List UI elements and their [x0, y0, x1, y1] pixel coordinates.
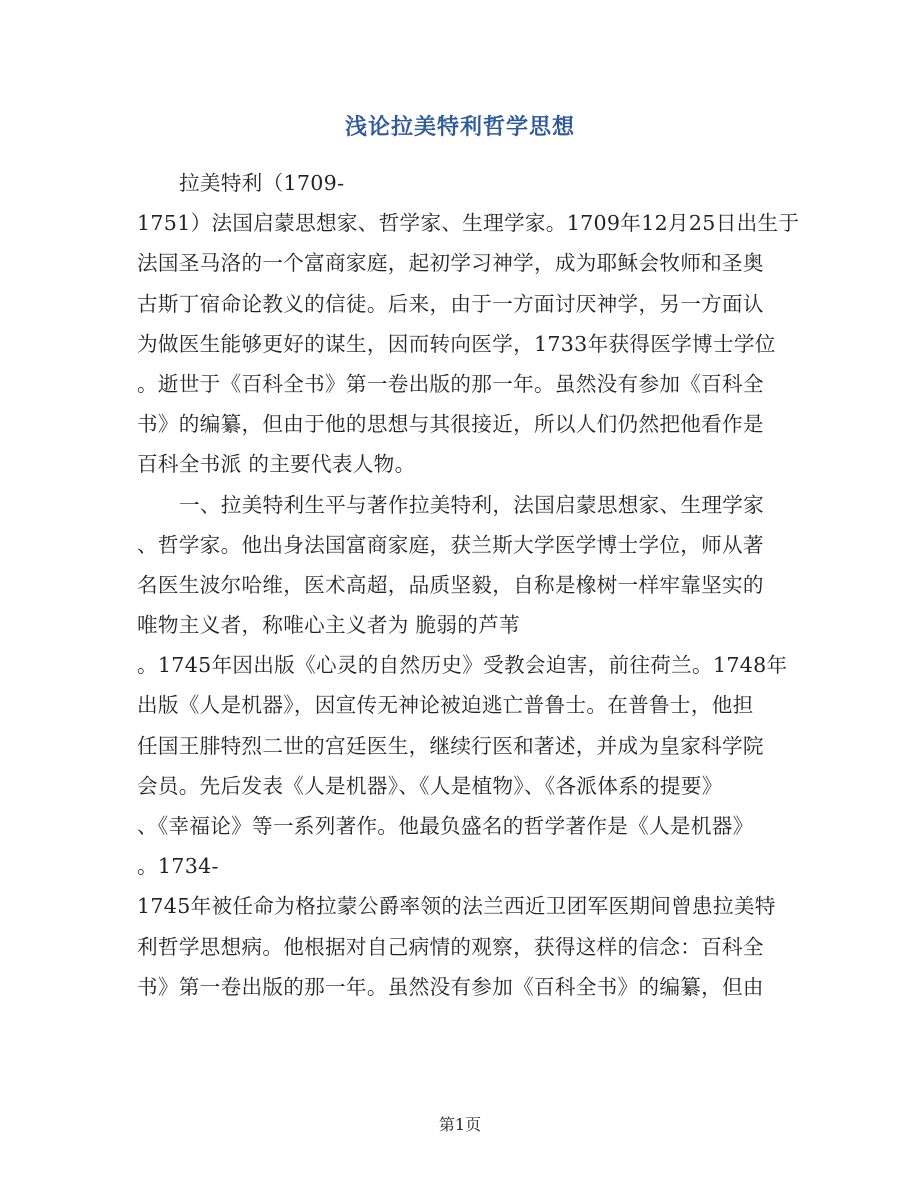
text-line: 。1734- [137, 854, 219, 879]
text-line: 任国王腓特烈二世的宫廷医生，继续行医和著述，并成为皇家科学院 [137, 733, 764, 758]
text-line: 、《幸福论》等一系列著作。他最负盛名的哲学著作是《人是机器》 [137, 814, 754, 838]
text-line: 百科全书派 的主要代表人物。 [137, 452, 416, 477]
text-line: 书》的编纂，但由于他的思想与其很接近，所以人们仍然把他看作是 [137, 412, 764, 437]
text-line: 。逝世于《百科全书》第一卷出版的那一年。虽然没有参加《百科全 [137, 371, 764, 396]
text-line: 法国圣马洛的一个富商家庭，起初学习神学，成为耶稣会牧师和圣奥 [137, 251, 764, 276]
text-line: 。1745年因出版《心灵的自然历史》受教会迫害，前往荷兰。1748年 [137, 653, 788, 678]
text-line: 拉美特利（1709- [179, 171, 345, 195]
text-line: 1751）法国启蒙思想家、哲学家、生理学家。1709年12月25日出生于 [137, 211, 800, 236]
text-line: 一、拉美特利生平与著作拉美特利，法国启蒙思想家、生理学家 [179, 492, 765, 517]
text-line: 、哲学家。他出身法国富商家庭，获兰斯大学医学博士学位，师从著 [137, 532, 764, 557]
document-title: 浅论拉美特利哲学思想 [344, 114, 575, 140]
text-line: 为做医生能够更好的谋生，因而转向医学，1733年获得医学博士学位 [137, 331, 776, 356]
text-line: 名医生波尔哈维，医术高超，品质坚毅，自称是橡树一样牢靠坚实的 [137, 572, 764, 597]
text-line: 1745年被任命为格拉蒙公爵率领的法兰西近卫团军医期间曾患拉美特 [137, 894, 776, 919]
text-line: 出版《人是机器》，因宣传无神论被迫逃亡普鲁士。在普鲁士，他担 [137, 693, 754, 718]
text-line: 书》第一卷出版的那一年。虽然没有参加《百科全书》的编纂，但由 [137, 974, 764, 999]
document-body [137, 163, 800, 1007]
text-line: 利哲学思想病。他根据对自己病情的观察，获得这样的信念：百科全 [137, 934, 764, 959]
page-number: 第1页 [438, 1115, 482, 1134]
text-line: 会员。先后发表《人是机器》、《人是植物》、《各派体系的提要》 [137, 773, 723, 798]
text-line: 唯物主义者，称唯心主义者为 脆弱的芦苇 [137, 613, 520, 638]
text-line: 古斯丁宿命论教义的信徒。后来，由于一方面讨厌神学，另一方面认 [137, 291, 764, 316]
